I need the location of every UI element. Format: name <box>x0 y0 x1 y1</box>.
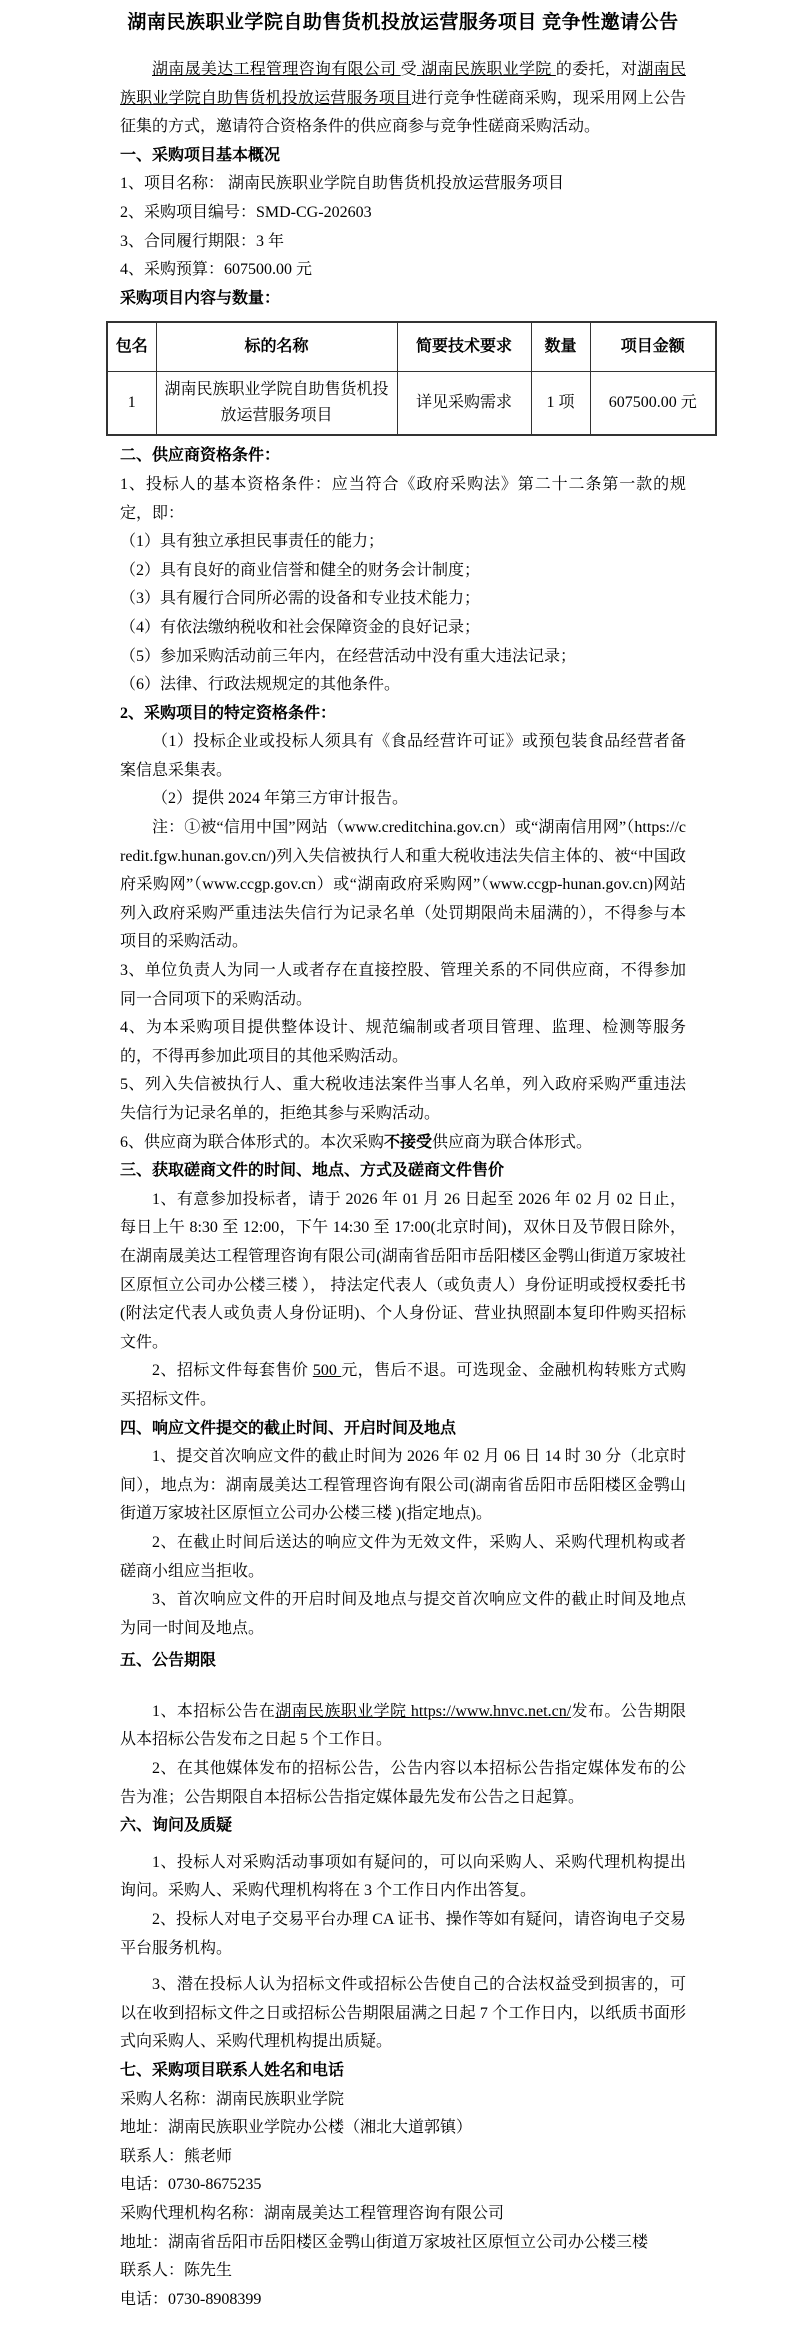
text-run: 1、有意参加投标者，请于 2026 年 01 月 26 日起至 2026 年 02 月 02 日止，每日上午 8:30 至 12:00，下午 14:30 至 17:00(北京时间)，双休日及节假日除外，在湖南晟美达工程管理咨询有限公司(湖南省岳阳市岳阳楼区金鹗山街道万家坡社区原恒立公司办公楼三楼 ）， 持法定代表人（或负责人）身份证明或授权委托书(附法定代表人或负责人身份证明)、个人身份证、营业执照副本复印件购买招标文件。 <box>120 1190 686 1351</box>
underlined-text: 湖南民族职业学院自助售货机投放运营服务项目 <box>120 61 686 107</box>
underlined-text: 湖南民族职业学院 https://www.hnvc.net.cn/ <box>275 1702 572 1720</box>
paragraph <box>120 228 686 257</box>
text-run: 地址：湖南民族职业学院办公楼（湘北大道郭镇） <box>120 2119 473 2137</box>
paragraph <box>120 728 686 785</box>
text-run: 采购项目内容与数量： <box>120 289 281 307</box>
main-paragraphs <box>120 442 686 2314</box>
text-run: 注：①被“信用中国”网站（www.creditchina.gov.cn）或“湖南信用网”（https://credit.fgw.hunan.gov.cn/)列入失信被执行人和重大税收违法失信主体的、被“中国政府采购网”（www.ccgp.gov.cn）或“湖南政府采购网”（www.ccgp-hunan.gov.cn)网站列入政府采购严重违法失信行为记录名单（处罚期限尚未届满的），不得参与本项目的采购活动。 <box>120 819 686 951</box>
paragraph <box>120 614 686 643</box>
table-header-row <box>107 322 716 372</box>
text-run: 1、投标人对采购活动事项如有疑问的，可以向采购人、采购代理机构提出询问。采购人、采购代理机构将在 3 个工作日内作出答复。 <box>120 1853 686 1900</box>
paragraph <box>120 2286 686 2315</box>
text-run: 七、采购项目联系人姓名和电话 <box>120 2062 345 2079</box>
text-run: 4、为本采购项目提供整体设计、规范编制或者项目管理、监理、检测等服务的，不得再参加此项目的其他采购活动。 <box>120 1019 686 1065</box>
text-run: 6、供应商为联合体形式的。本次采购 <box>120 1133 385 1151</box>
text-run: 1、项目名称： 湖南民族职业学院自助售货机投放运营服务项目 <box>120 175 565 193</box>
section-heading <box>120 285 686 314</box>
paragraph <box>120 585 686 614</box>
paragraph <box>120 1906 686 1963</box>
paragraph <box>120 814 686 957</box>
text-run: 受 <box>400 61 417 78</box>
paragraph <box>120 2200 686 2229</box>
section-heading <box>120 142 686 171</box>
text-run: （6）法律、行政法规规定的其他条件。 <box>120 676 401 694</box>
text-run: 3、首次响应文件的开启时间及地点与提交首次响应文件的截止时间及地点为同一时间及地点。 <box>120 1591 686 1637</box>
paragraph <box>120 471 686 528</box>
paragraph <box>120 528 686 557</box>
paragraph <box>120 1071 686 1128</box>
paragraph <box>120 1971 686 2057</box>
text-run: 2、在截止时间后送达的响应文件为无效文件，采购人、采购代理机构或者磋商小组应当拒收。 <box>120 1533 686 1580</box>
cell-package: 1 <box>107 372 156 436</box>
paragraph <box>120 2143 686 2172</box>
text-run: 1、提交首次响应文件的截止时间为 2026 年 02 月 06 日 14 时 30 分（北京时间），地点为：湖南晟美达工程管理咨询有限公司(湖南省岳阳市岳阳楼区金鹗山街道万家坡社区原恒立公司办公楼三楼 )(指定地点)。 <box>120 1448 686 1523</box>
text-run: 2、采购项目的特定资格条件： <box>120 704 337 722</box>
paragraph <box>120 1755 686 1812</box>
paragraph <box>120 1186 686 1358</box>
text-run: 二、供应商资格条件： <box>120 447 281 465</box>
paragraph <box>120 2086 686 2115</box>
col-header-tech-requirements: 简要技术要求 <box>397 322 531 372</box>
text-run: 四、响应文件提交的截止时间、开启时间及地点 <box>120 1419 457 1437</box>
paragraph <box>120 643 686 672</box>
text-run: 不接受 <box>384 1133 433 1151</box>
text-run: 2、采购项目编号：SMD-CG-202603 <box>120 203 372 221</box>
text-run: 电话：0730-8675235 <box>120 2176 262 2194</box>
paragraph <box>120 785 686 814</box>
cell-subject-name: 湖南民族职业学院自助售货机投放运营服务项目 <box>156 372 397 436</box>
text-run: 3、合同履行期限：3 年 <box>120 232 285 250</box>
paragraph <box>120 170 686 199</box>
paragraph <box>120 957 686 1014</box>
procurement-table <box>106 321 717 436</box>
text-run: 供应商为联合体形式。 <box>432 1133 593 1151</box>
section-heading <box>120 442 686 471</box>
intro-paragraphs <box>120 56 686 313</box>
col-header-amount: 项目金额 <box>590 322 716 372</box>
underlined-text: 500 <box>312 1362 342 1380</box>
text-run: 发布。公告期限从本招标公告发布之日起 5 个工作日。 <box>120 1702 686 1749</box>
text-run: （2）提供 2024 年第三方审计报告。 <box>152 790 409 808</box>
text-run: 进行竞争性磋商采购，现采用网上公告征集的方式，邀请符合资格条件的供应商参与竞争性磋商采购活动。 <box>120 89 686 136</box>
paragraph <box>120 2171 686 2200</box>
col-header-subject-name: 标的名称 <box>156 322 397 372</box>
paragraph <box>120 1529 686 1586</box>
text-run: 2、在其他媒体发布的招标公告，公告内容以本招标公告指定媒体发布的公告为准；公告期限自本招标公告指定媒体最先发布公告之日起算。 <box>120 1760 686 1806</box>
table-row <box>107 372 716 436</box>
text-run: 一、采购项目基本概况 <box>120 146 281 164</box>
paragraph <box>120 1443 686 1529</box>
underlined-text: 湖南晟美达工程管理咨询有限公司 <box>152 61 401 78</box>
underlined-text: 湖南民族职业学院 <box>416 61 556 78</box>
col-header-quantity: 数量 <box>531 322 590 372</box>
text-run: 3、单位负责人为同一人或者存在直接控股、管理关系的不同供应商，不得参加同一合同项下的采购活动。 <box>120 962 686 1008</box>
text-run: 2、投标人对电子交易平台办理 CA 证书、操作等如有疑问，请咨询电子交易平台服务机构。 <box>120 1911 686 1957</box>
paragraph <box>120 557 686 586</box>
text-run: 采购人名称：湖南民族职业学院 <box>120 2090 345 2108</box>
text-run: （2）具有良好的商业信誉和健全的财务会计制度； <box>120 561 481 579</box>
section-heading <box>120 1415 686 1444</box>
text-run: 1、投标人的基本资格条件：应当符合《政府采购法》第二十二条第一款的规定，即： <box>120 475 686 522</box>
text-run: 5、列入失信被执行人、重大税收违法案件当事人名单，列入政府采购严重违法失信行为记录名单的，拒绝其参与采购活动。 <box>120 1076 686 1122</box>
paragraph <box>120 671 686 700</box>
cell-quantity: 1 项 <box>531 372 590 436</box>
section-heading <box>120 2057 686 2086</box>
text-run: （1）具有独立承担民事责任的能力； <box>120 533 385 551</box>
paragraph <box>120 2229 686 2258</box>
text-run: 联系人：陈先生 <box>120 2262 233 2280</box>
paragraph <box>120 1014 686 1071</box>
text-run: 1、本招标公告在 <box>152 1702 276 1720</box>
paragraph <box>120 199 686 228</box>
text-run: 六、询问及质疑 <box>120 1817 233 1835</box>
text-run: 地址：湖南省岳阳市岳阳楼区金鹗山街道万家坡社区原恒立公司办公楼三楼 <box>120 2233 649 2251</box>
paragraph <box>120 1586 686 1643</box>
paragraph <box>120 2114 686 2143</box>
paragraph <box>120 256 686 285</box>
text-run: （5）参加采购活动前三年内，在经营活动中没有重大违法记录； <box>120 647 577 665</box>
text-run: 3、潜在投标人认为招标文件或招标公告使自己的合法权益受到损害的，可以在收到招标文件之日或招标公告期限届满之日起 7 个工作日内，以纸质书面形式向采购人、采购代理机构提出质疑。 <box>120 1976 686 2051</box>
document-title: 湖南民族职业学院自助售货机投放运营服务项目 竞争性邀请公告 <box>127 12 679 33</box>
paragraph <box>120 2257 686 2286</box>
text-run: 4、采购预算：607500.00 元 <box>120 261 313 279</box>
text-run: 元，售后不退。可选现金、金融机构转账方式购买招标文件。 <box>120 1362 686 1408</box>
text-run: 2、招标文件每套售价 <box>152 1362 313 1380</box>
section-heading <box>120 1647 686 1676</box>
text-run: （1）投标企业或投标人须具有《食品经营许可证》或预包装食品经营者备案信息采集表。 <box>120 733 686 779</box>
text-run: 的委托，对 <box>555 61 638 78</box>
section-heading <box>120 700 686 729</box>
paragraph <box>120 56 686 142</box>
text-run: 电话：0730-8908399 <box>120 2290 262 2308</box>
text-run: 采购代理机构名称：湖南晟美达工程管理咨询有限公司 <box>120 2204 505 2222</box>
paragraph <box>120 1698 686 1755</box>
paragraph <box>120 1357 686 1414</box>
text-run: （4）有依法缴纳税收和社会保障资金的良好记录； <box>120 618 481 636</box>
text-run: 五、公告期限 <box>120 1652 217 1670</box>
section-heading <box>120 1157 686 1186</box>
cell-amount: 607500.00 元 <box>590 372 716 436</box>
text-run: （3）具有履行合同所必需的设备和专业技术能力； <box>120 590 481 608</box>
paragraph <box>120 1849 686 1906</box>
text-run: 联系人：熊老师 <box>120 2147 233 2165</box>
col-header-package: 包名 <box>107 322 156 372</box>
cell-tech-requirements: 详见采购需求 <box>397 372 531 436</box>
paragraph <box>120 1129 686 1158</box>
text-run: 三、获取磋商文件的时间、地点、方式及磋商文件售价 <box>120 1162 505 1180</box>
section-heading <box>120 1812 686 1841</box>
